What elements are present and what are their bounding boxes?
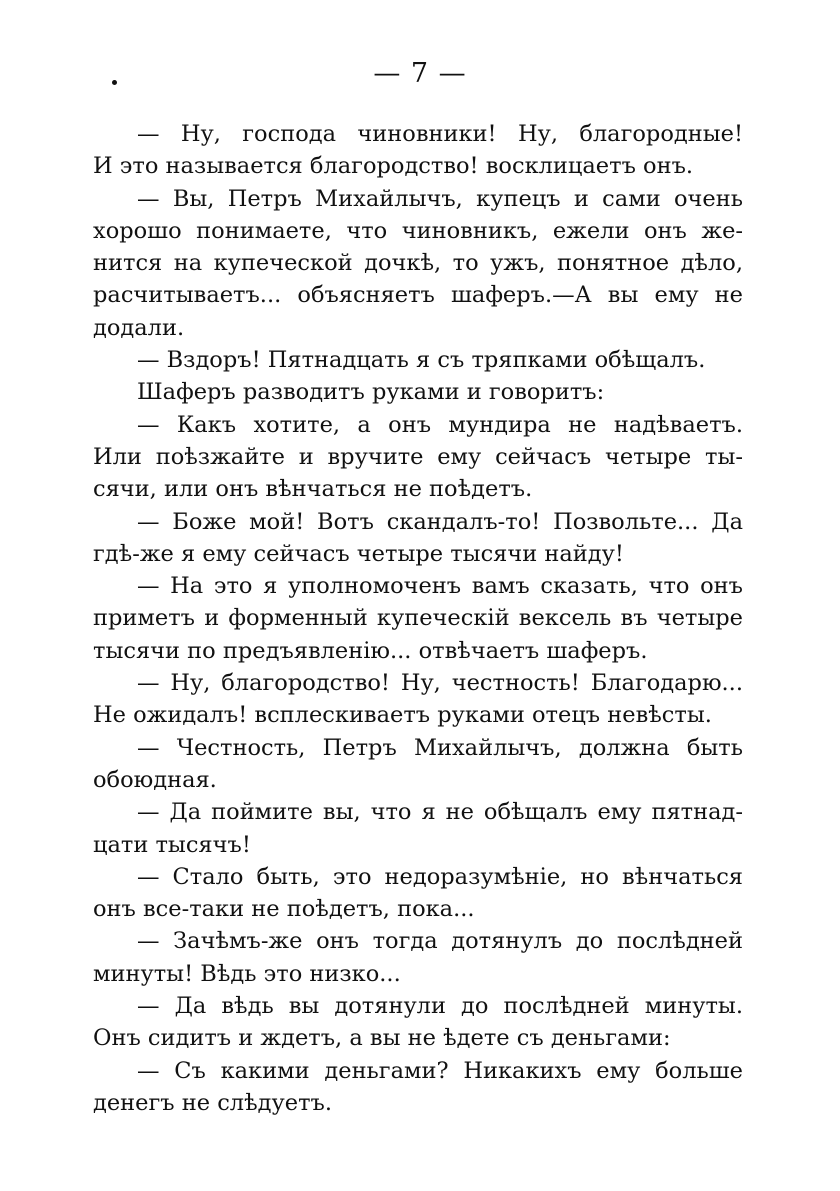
text-line: минуты! Вѣдь это низко... [93, 960, 401, 987]
text-line: приметъ и форменный купеческій вексель въ четыре [93, 605, 743, 632]
text-line: — Ну, благородство! Ну, честность! Благодарю... [137, 670, 743, 697]
text-line: Или поѣзжайте и вручите ему сейчасъ четыре ты- [93, 443, 743, 470]
text-line: онъ все-таки не поѣдетъ, пока... [93, 896, 475, 923]
text-line: Не ожидалъ! всплескиваетъ руками отецъ невѣсты. [93, 702, 712, 729]
text-line: — Вы, Петръ Михайлычъ, купецъ и сами очень [137, 185, 743, 212]
text-line: — Стало быть, это недоразумѣніе, но вѣнчаться [137, 863, 743, 890]
text-line: цати тысячъ! [93, 831, 251, 858]
page-body-text [93, 118, 743, 1119]
text-line: — Зачѣмъ-же онъ тогда дотянулъ до послѣдней [137, 928, 743, 955]
text-line: Онъ сидитъ и ждетъ, а вы не ѣдете съ деньгами: [93, 1025, 671, 1052]
text-line: расчитываетъ... объясняетъ шаферъ.—А вы ему не [93, 282, 743, 309]
text-line: денегъ не слѣдуетъ. [93, 1089, 332, 1116]
text-line: — Боже мой! Вотъ скандалъ-то! Позвольте... Да [137, 508, 743, 535]
text-line: — Ну, господа чиновники! Ну, благородные! [137, 121, 743, 147]
page-number: — 7 — [373, 58, 467, 89]
text-line: — Да поймите вы, что я не обѣщалъ ему пятнад- [137, 799, 743, 826]
text-line: обоюдная. [93, 766, 217, 793]
text-line: нится на купеческой дочкѣ, то ужъ, понятное дѣло, [93, 250, 743, 277]
text-line: — Да вѣдь вы дотянули до послѣдней минуты. [137, 993, 743, 1020]
text-line: Шаферъ разводитъ руками и говоритъ: [137, 379, 605, 406]
text-line: тысячи по предъявленію... отвѣчаетъ шаферъ. [93, 637, 648, 664]
text-line: — Съ какими деньгами? Никакихъ ему больше [137, 1057, 743, 1084]
text-line: додали. [93, 314, 185, 341]
text-line: — Вздоръ! Пятнадцать я съ тряпками обѣщалъ. [137, 347, 706, 374]
text-line: — На это я уполномоченъ вамъ сказать, что онъ [137, 573, 743, 600]
text-line: гдѣ-же я ему сейчасъ четыре тысячи найду! [93, 540, 624, 567]
text-line: — Честность, Петръ Михайлычъ, должна быть [137, 734, 743, 761]
text-line: — Какъ хотите, а онъ мундира не надѣваетъ. [137, 411, 743, 438]
text-line: хорошо понимаете, что чиновникъ, ежели онъ же- [93, 217, 743, 244]
text-line: сячи, или онъ вѣнчаться не поѣдетъ. [93, 476, 533, 503]
text-line: И это называется благородство! восклицаетъ онъ. [93, 153, 694, 180]
